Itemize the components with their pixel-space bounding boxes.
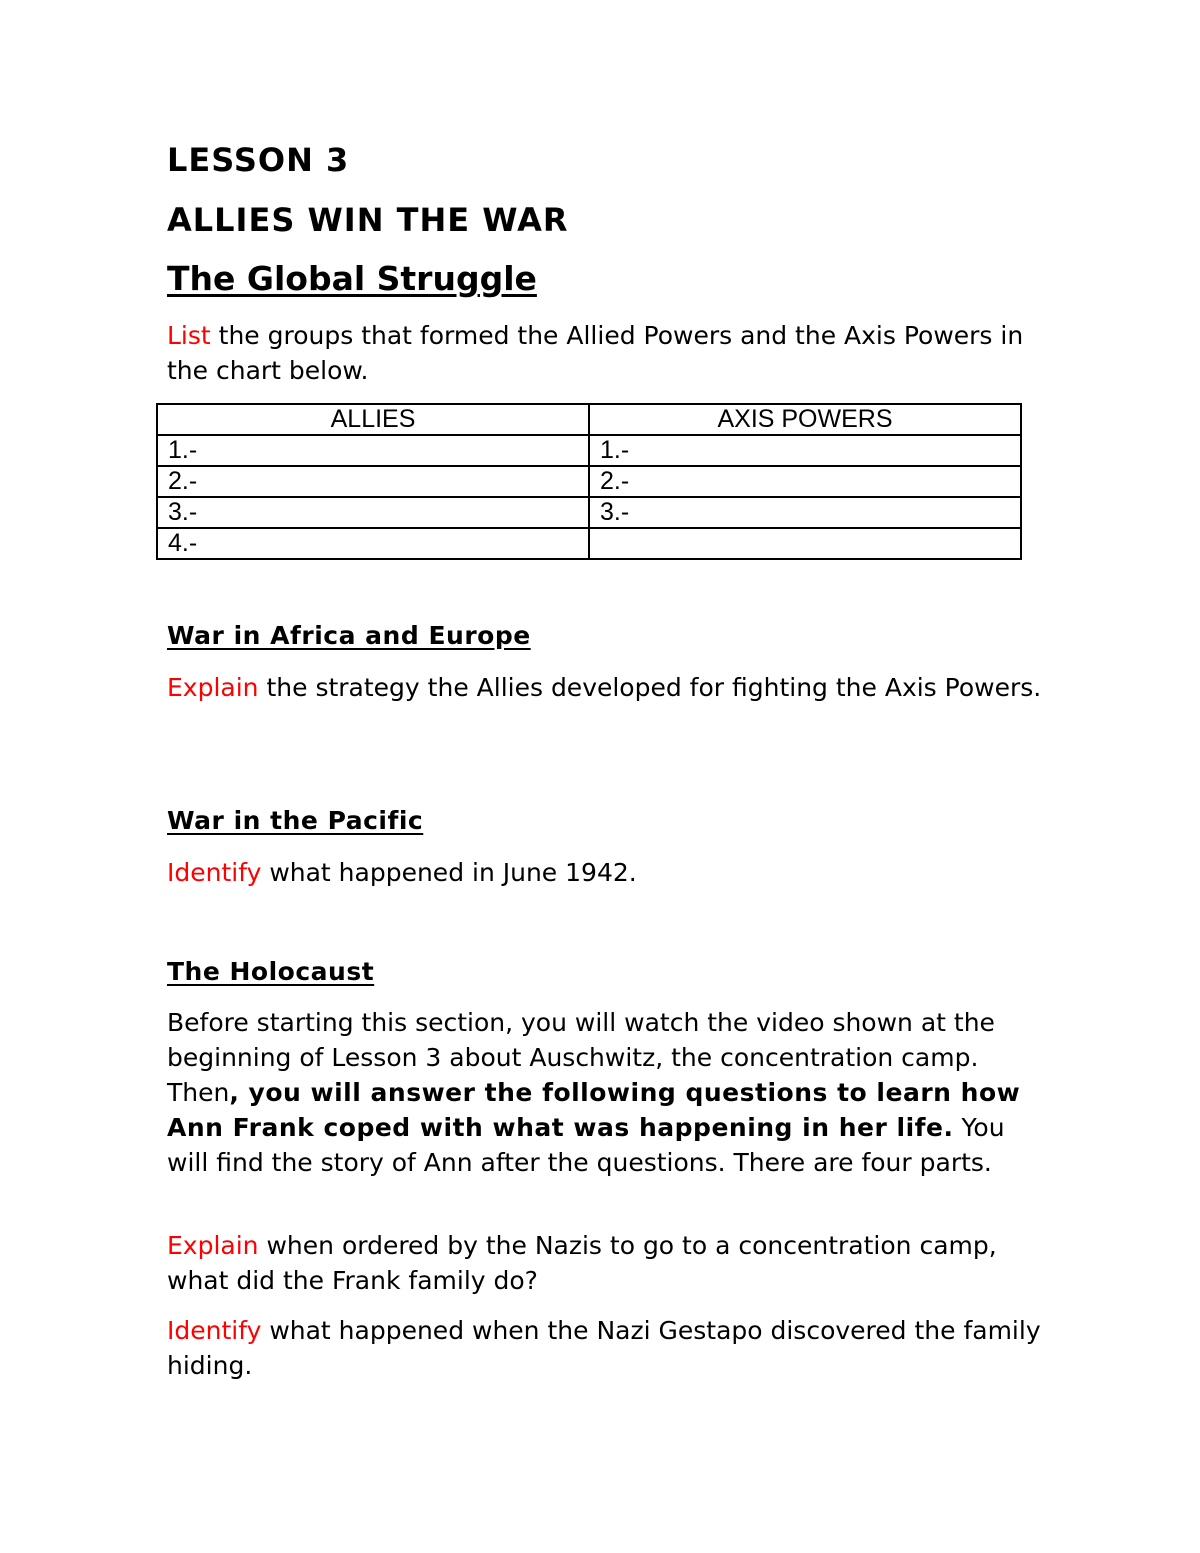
axis-cell[interactable]: 2.- xyxy=(589,466,1021,497)
allies-cell[interactable]: 1.- xyxy=(157,435,589,466)
lesson-label: LESSON 3 xyxy=(167,141,350,179)
instruction-text: the strategy the Allies developed for fighting the Axis Powers. xyxy=(258,673,1042,702)
instruction-verb: List xyxy=(167,321,211,350)
chart-row xyxy=(157,497,1021,528)
lesson-title: ALLIES WIN THE WAR xyxy=(167,201,569,239)
chart-header-row xyxy=(157,404,1021,435)
instruction-verb: Explain xyxy=(167,1231,259,1260)
global-struggle-instruction xyxy=(167,318,1047,388)
axis-cell[interactable]: 3.- xyxy=(589,497,1021,528)
instruction-text: what happened when the Nazi Gestapo discovered the family hiding. xyxy=(167,1316,1041,1380)
instruction-text: the groups that formed the Allied Powers and the Axis Powers in the chart below. xyxy=(167,321,1024,385)
axis-cell[interactable] xyxy=(589,528,1021,559)
holocaust-heading: The Holocaust xyxy=(167,957,375,986)
africa-europe-heading: War in Africa and Europe xyxy=(167,621,531,650)
pacific-heading: War in the Pacific xyxy=(167,806,424,835)
allies-cell[interactable]: 4.- xyxy=(157,528,589,559)
chart-row xyxy=(157,528,1021,559)
instruction-verb: Explain xyxy=(167,673,259,702)
chart-row xyxy=(157,435,1021,466)
allies-axis-chart xyxy=(156,403,1022,560)
instruction-verb: Identify xyxy=(167,1316,262,1345)
africa-europe-instruction xyxy=(167,670,1047,705)
instruction-text: what happened in June 1942. xyxy=(261,858,637,887)
instruction-verb: Identify xyxy=(167,858,262,887)
global-struggle-heading: The Global Struggle xyxy=(167,259,537,298)
holocaust-intro xyxy=(167,1005,1047,1180)
chart-header-axis: AXIS POWERS xyxy=(589,404,1021,435)
holocaust-question-1 xyxy=(167,1228,1047,1298)
axis-cell[interactable]: 1.- xyxy=(589,435,1021,466)
pacific-instruction xyxy=(167,855,1047,890)
intro-bold-text: , you will answer the following questions to learn how Ann Frank coped with what was happening in her life. xyxy=(167,1078,1021,1142)
instruction-text: when ordered by the Nazis to go to a concentration camp, what did the Frank family do? xyxy=(167,1231,997,1295)
intro-end-text: You will find the story of Ann after the questions. There are four parts. xyxy=(167,1113,1005,1177)
intro-text: Before starting this section, you will watch the video shown at the beginning of Lesson 3 about Auschwitz, the concentration camp. Then xyxy=(167,1008,995,1107)
allies-cell[interactable]: 3.- xyxy=(157,497,589,528)
holocaust-question-2 xyxy=(167,1313,1047,1383)
chart-row xyxy=(157,466,1021,497)
chart-header-allies: ALLIES xyxy=(157,404,589,435)
allies-cell[interactable]: 2.- xyxy=(157,466,589,497)
